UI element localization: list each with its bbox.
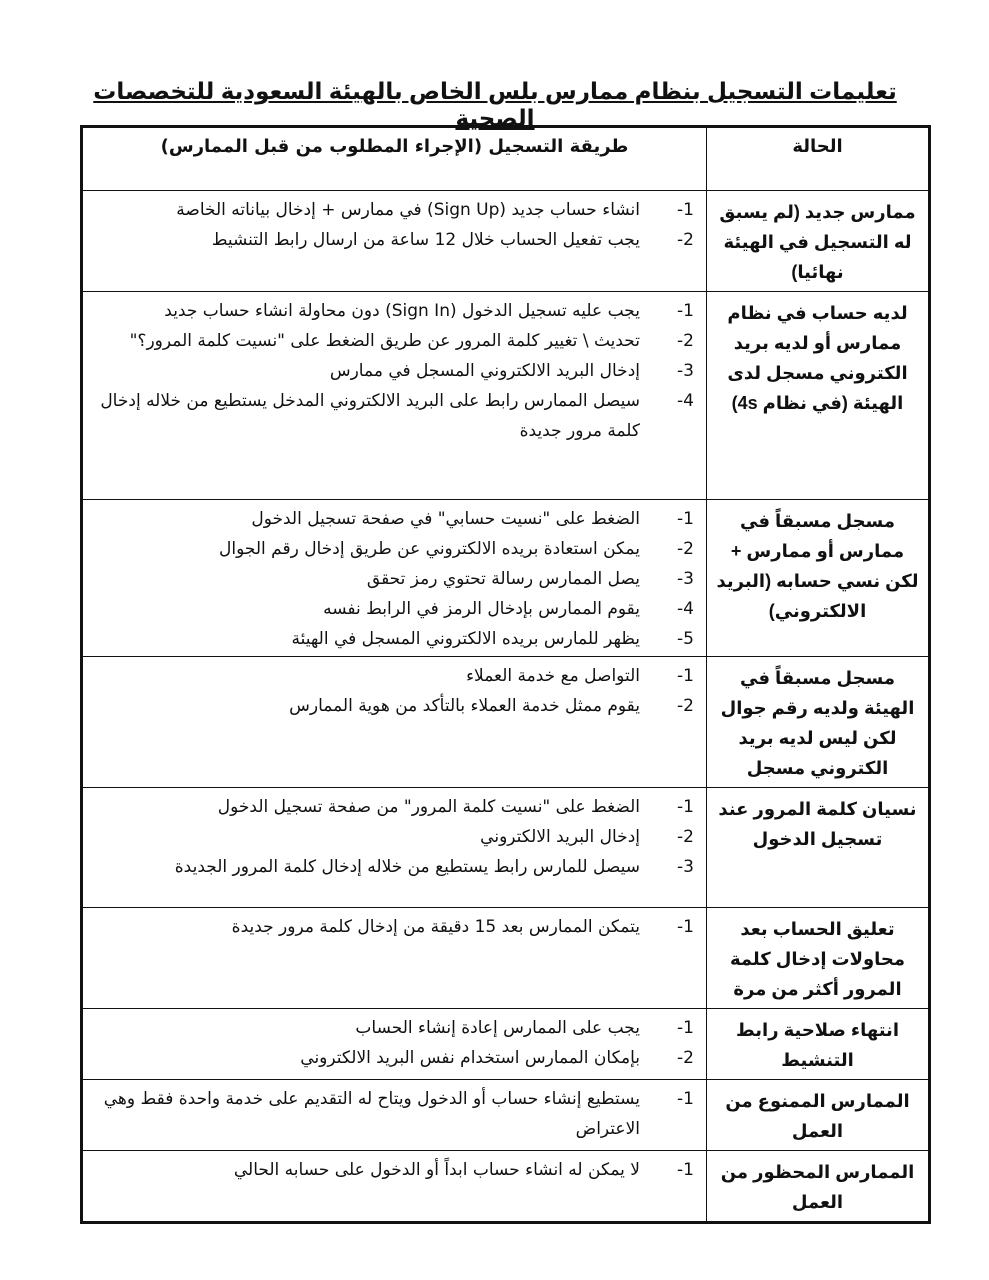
step-text: يمكن استعادة بريده الالكتروني عن طريق إدخال رقم الجوال (219, 539, 640, 559)
step-text: تحديث \ تغيير كلمة المرور عن طريق الضغط على "نسيت كلمة المرور؟" (129, 331, 640, 351)
step-item (93, 912, 694, 942)
table-row (82, 1009, 930, 1080)
step-item (93, 296, 694, 326)
step-item (93, 661, 694, 691)
step-text: يجب عليه تسجيل الدخول (Sign In) دون محاولة انشاء حساب جديد (164, 301, 640, 321)
step-item (93, 356, 694, 386)
status-cell (707, 1080, 930, 1151)
status-text: نسيان كلمة المرور عند تسجيل الدخول (718, 799, 917, 849)
status-text: مسجل مسبقاً في الهيئة ولديه رقم جوال لكن ليس لديه بريد الكتروني مسجل (720, 668, 915, 778)
method-cell (82, 1151, 707, 1223)
step-item (93, 691, 694, 721)
step-number: -2 (677, 827, 694, 847)
method-cell (82, 500, 707, 657)
step-item (93, 386, 694, 446)
header-status-cell (707, 127, 930, 191)
step-number: -4 (677, 391, 694, 411)
status-text: لديه حساب في نظام ممارس أو لديه بريد الكتروني مسجل لدى الهيئة (في نظام 4s) (727, 303, 908, 413)
step-number: -1 (677, 666, 694, 686)
steps-list (83, 191, 706, 257)
step-number: -1 (677, 917, 694, 937)
step-item (93, 822, 694, 852)
step-number: -3 (677, 569, 694, 589)
steps-list (83, 292, 706, 448)
step-item (93, 564, 694, 594)
step-text: الضغط على "نسيت كلمة المرور" من صفحة تسجيل الدخول (217, 797, 640, 817)
header-method-cell (82, 127, 707, 191)
step-item (93, 1043, 694, 1073)
step-number: -3 (677, 361, 694, 381)
step-number: -3 (677, 857, 694, 877)
table-row (82, 908, 930, 1009)
method-cell (82, 657, 707, 788)
step-item (93, 534, 694, 564)
steps-list (83, 657, 706, 723)
step-number: -1 (677, 509, 694, 529)
step-text: يقوم الممارس بإدخال الرمز في الرابط نفسه (323, 599, 640, 619)
step-number: -4 (677, 599, 694, 619)
step-text: يجب تفعيل الحساب خلال 12 ساعة من ارسال رابط التنشيط (211, 230, 640, 250)
step-number: -5 (677, 629, 694, 649)
status-text: تعليق الحساب بعد محاولات إدخال كلمة المرور أكثر من مرة (729, 919, 906, 999)
step-number: -1 (677, 301, 694, 321)
status-cell (707, 788, 930, 908)
status-cell (707, 908, 930, 1009)
step-text: سيصل للمارس رابط يستطيع من خلاله إدخال كلمة المرور الجديدة (174, 857, 640, 877)
table-header-row (82, 127, 930, 191)
status-text: الممارس المحظور من العمل (720, 1162, 915, 1212)
step-number: -2 (677, 696, 694, 716)
step-text: يقوم ممثل خدمة العملاء بالتأكد من هوية الممارس (289, 696, 640, 716)
step-item (93, 852, 694, 882)
method-cell (82, 1080, 707, 1151)
status-cell (707, 1151, 930, 1223)
method-cell (82, 191, 707, 292)
status-cell (707, 191, 930, 292)
step-text: الضغط على "نسيت حسابي" في صفحة تسجيل الدخول (251, 509, 640, 529)
step-item (93, 624, 694, 654)
page-title: تعليمات التسجيل بنظام ممارس بلس الخاص بالهيئة السعودية للتخصصات الصحية (93, 78, 897, 131)
status-text: انتهاء صلاحية رابط التنشيط (736, 1020, 899, 1070)
status-cell (707, 1009, 930, 1080)
method-cell (82, 292, 707, 500)
method-cell (82, 788, 707, 908)
step-item (93, 1155, 694, 1185)
step-text: سيصل الممارس رابط على البريد الالكتروني المدخل يستطيع من خلاله إدخال كلمة مرور جديدة (100, 391, 640, 441)
steps-list (83, 908, 706, 944)
step-item (93, 1084, 694, 1144)
step-text: إدخال البريد الالكتروني المسجل في ممارس (329, 361, 640, 381)
step-item (93, 594, 694, 624)
step-text: يصل الممارس رسالة تحتوي رمز تحقق (366, 569, 640, 589)
step-number: -1 (677, 1160, 694, 1180)
steps-list (83, 1151, 706, 1187)
table-row (82, 1080, 930, 1151)
method-cell (82, 1009, 707, 1080)
table-row (82, 1151, 930, 1223)
step-text: التواصل مع خدمة العملاء (466, 666, 640, 686)
status-text: مسجل مسبقاً في ممارس أو ممارس + لكن نسي حسابه (البريد الالكتروني) (716, 511, 919, 621)
step-number: -2 (677, 1048, 694, 1068)
step-number: -1 (677, 797, 694, 817)
step-text: يجب على الممارس إعادة إنشاء الحساب (355, 1018, 640, 1038)
table-row (82, 657, 930, 788)
step-item (93, 225, 694, 255)
steps-list (83, 1080, 706, 1146)
step-number: -1 (677, 1018, 694, 1038)
table-row (82, 788, 930, 908)
step-text: يظهر للمارس بريده الالكتروني المسجل في الهيئة (291, 629, 640, 649)
status-text: الممارس الممنوع من العمل (725, 1091, 910, 1141)
step-number: -1 (677, 200, 694, 220)
step-text: يتمكن الممارس بعد 15 دقيقة من إدخال كلمة مرور جديدة (231, 917, 640, 937)
step-item (93, 1013, 694, 1043)
step-number: -2 (677, 331, 694, 351)
status-text: ممارس جديد (لم يسبق له التسجيل في الهيئة نهائيا) (719, 202, 916, 282)
header-status: الحالة (792, 136, 843, 157)
method-cell (82, 908, 707, 1009)
table-row (82, 191, 930, 292)
step-number: -2 (677, 539, 694, 559)
step-item (93, 504, 694, 534)
table-row (82, 500, 930, 657)
table-row (82, 292, 930, 500)
steps-list (83, 788, 706, 884)
step-text: يستطيع إنشاء حساب أو الدخول ويتاح له التقديم على خدمة واحدة فقط وهي الاعتراض (103, 1089, 640, 1139)
steps-list (83, 500, 706, 656)
step-item (93, 792, 694, 822)
table-body (82, 191, 930, 1223)
status-cell (707, 292, 930, 500)
status-cell (707, 657, 930, 788)
instructions-table (80, 125, 931, 1224)
step-text: بإمكان الممارس استخدام نفس البريد الالكتروني (300, 1048, 640, 1068)
step-number: -2 (677, 230, 694, 250)
step-number: -1 (677, 1089, 694, 1109)
step-text: انشاء حساب جديد (Sign Up) في ممارس + إدخال بياناته الخاصة (176, 200, 640, 220)
step-item (93, 326, 694, 356)
step-text: لا يمكن له انشاء حساب ابداً أو الدخول على حسابه الحالي (233, 1160, 640, 1180)
steps-list (83, 1009, 706, 1075)
step-item (93, 195, 694, 225)
status-cell (707, 500, 930, 657)
header-method: طريقة التسجيل (الإجراء المطلوب من قبل الممارس) (160, 136, 629, 157)
step-text: إدخال البريد الالكتروني (480, 827, 640, 847)
